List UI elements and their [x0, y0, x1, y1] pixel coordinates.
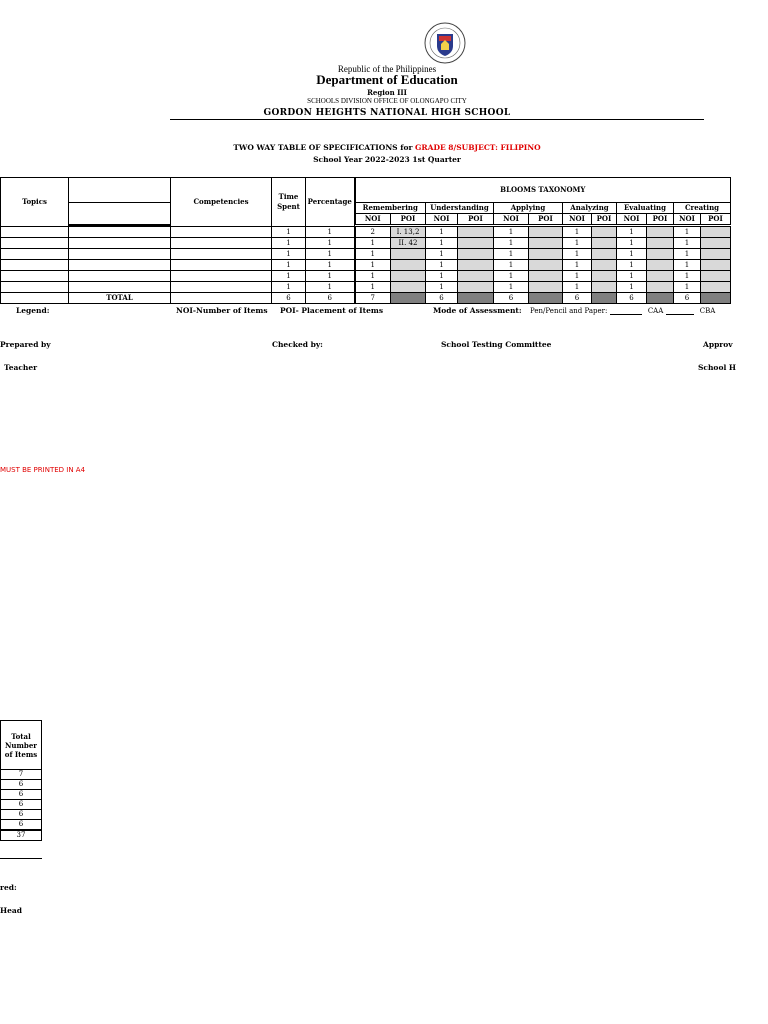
poi-cell — [529, 259, 563, 270]
poi-cell — [701, 226, 731, 237]
table-row — [1, 248, 731, 259]
time-spent-cell: 1 — [272, 248, 306, 259]
table-row — [1, 790, 42, 800]
time-spent-cell: 1 — [272, 259, 306, 270]
total-noi-remembering: 7 — [355, 292, 391, 303]
school-testing-committee-label: School Testing Committee — [441, 340, 552, 349]
poi-cell — [647, 259, 674, 270]
topic-cell — [1, 270, 69, 281]
percentage-cell: 1 — [306, 270, 355, 281]
total-items-underline — [0, 858, 42, 859]
noi-cell: 1 — [563, 237, 592, 248]
pen-paper-blank — [610, 306, 642, 315]
topic-cell — [1, 248, 69, 259]
table-row — [1, 800, 42, 810]
total-noi-evaluating: 6 — [617, 292, 647, 303]
school-name: GORDON HEIGHTS NATIONAL HIGH SCHOOL — [263, 108, 511, 118]
poi-cell — [592, 270, 617, 281]
poi-cell — [529, 270, 563, 281]
division-text: SCHOOLS DIVISION OFFICE OF OLONGAPO CITY — [307, 97, 467, 105]
time-spent-header: Time Spent — [272, 178, 306, 227]
noi-cell: 1 — [617, 248, 647, 259]
poi-cell — [647, 237, 674, 248]
poi-cell: I. 13,2 — [391, 226, 426, 237]
total-row — [1, 292, 731, 303]
poi-cell — [458, 259, 494, 270]
topic-cell — [1, 259, 69, 270]
noi-cell: 1 — [426, 281, 458, 292]
table-row — [1, 830, 42, 841]
poi-cell — [647, 281, 674, 292]
noi-cell: 1 — [494, 226, 529, 237]
noi-header: NOI — [355, 214, 391, 225]
noi-cell: 1 — [355, 281, 391, 292]
poi-header: POI — [701, 214, 731, 225]
total-items-cell: 6 — [1, 810, 42, 820]
noi-cell: 1 — [617, 270, 647, 281]
noi-cell: 1 — [494, 281, 529, 292]
total-items-cell: 37 — [1, 830, 42, 841]
poi-cell — [701, 248, 731, 259]
total-items-cell: 7 — [1, 770, 42, 780]
noi-cell: 1 — [563, 248, 592, 259]
competency-cell — [171, 226, 272, 237]
noi-cell: 1 — [617, 281, 647, 292]
total-items-header: Total Number of Items — [1, 721, 42, 770]
time-spent-cell: 1 — [272, 270, 306, 281]
teacher-label: Teacher — [4, 363, 38, 372]
time-spent-cell: 1 — [272, 237, 306, 248]
specification-table — [0, 177, 731, 304]
poi-header: POI — [647, 214, 674, 225]
poi-cell — [701, 237, 731, 248]
total-items-body — [1, 770, 42, 841]
table-row — [1, 820, 42, 831]
noi-cell: 1 — [617, 226, 647, 237]
topic-detail-cell — [69, 281, 171, 292]
total-noi-applying: 6 — [494, 292, 529, 303]
poi-cell — [529, 281, 563, 292]
noi-cell: 1 — [494, 259, 529, 270]
percentage-cell: 1 — [306, 281, 355, 292]
poi-cell — [458, 281, 494, 292]
total-poi-cell — [458, 292, 494, 303]
poi-cell — [458, 270, 494, 281]
percentage-cell: 1 — [306, 248, 355, 259]
table-row — [1, 810, 42, 820]
total-items-cell: 6 — [1, 780, 42, 790]
approved-by-label: Approv — [703, 340, 733, 349]
tos-title-subject: GRADE 8/SUBJECT: FILIPINO — [415, 143, 541, 152]
legend-label: Legend: — [16, 306, 50, 315]
noi-cell: 1 — [674, 281, 701, 292]
noi-header: NOI — [617, 214, 647, 225]
poi-cell — [647, 248, 674, 259]
topic-cell — [1, 226, 69, 237]
poi-cell — [391, 248, 426, 259]
total-items-cell: 6 — [1, 820, 42, 831]
poi-cell — [391, 259, 426, 270]
school-head-label: School H — [698, 363, 736, 372]
poi-cell — [391, 270, 426, 281]
table-row — [1, 237, 731, 248]
school-year: School Year 2022-2023 1st Quarter — [313, 155, 461, 164]
percentage-cell: 1 — [306, 226, 355, 237]
noi-cell: 1 — [426, 248, 458, 259]
competency-cell — [171, 270, 272, 281]
noi-header: NOI — [563, 214, 592, 225]
poi-cell — [458, 226, 494, 237]
noi-cell: 1 — [674, 270, 701, 281]
noi-cell: 1 — [563, 270, 592, 281]
competencies-header: Competencies — [171, 178, 272, 227]
poi-cell — [529, 248, 563, 259]
cba-text: CBA — [699, 307, 716, 315]
poi-cell — [701, 259, 731, 270]
noi-cell: 1 — [674, 237, 701, 248]
poi-cell — [701, 270, 731, 281]
topic-cell — [1, 237, 69, 248]
time-spent-cell: 1 — [272, 226, 306, 237]
noi-cell: 1 — [617, 237, 647, 248]
poi-cell — [647, 226, 674, 237]
poi-cell — [592, 226, 617, 237]
noi-cell: 1 — [355, 259, 391, 270]
approved-tail: red: — [0, 883, 17, 892]
table-row — [1, 226, 731, 237]
mode-of-assessment-label: Mode of Assessment: — [433, 306, 522, 315]
poi-cell — [391, 281, 426, 292]
table-body — [1, 226, 731, 292]
time-spent-cell: 1 — [272, 281, 306, 292]
noi-cell: 1 — [494, 248, 529, 259]
head-tail: Head — [0, 906, 22, 915]
department-text: Department of Education — [316, 72, 458, 87]
noi-cell: 1 — [426, 226, 458, 237]
republic-text: Republic of the Philippines — [337, 64, 437, 74]
tos-title — [170, 143, 604, 152]
poi-cell — [592, 281, 617, 292]
header-divider — [170, 119, 704, 120]
noi-cell: 1 — [563, 259, 592, 270]
noi-cell: 1 — [426, 259, 458, 270]
poi-cell — [592, 248, 617, 259]
poi-header: POI — [529, 214, 563, 225]
competency-cell — [171, 281, 272, 292]
noi-header: NOI — [674, 214, 701, 225]
poi-cell — [458, 237, 494, 248]
caa-blank — [666, 306, 694, 315]
topics-header: Topics — [1, 178, 69, 227]
total-items-cell: 6 — [1, 790, 42, 800]
level-remembering: Remembering — [355, 203, 426, 214]
noi-cell: 1 — [426, 270, 458, 281]
poi-cell — [458, 248, 494, 259]
table-row — [1, 770, 42, 780]
poi-cell — [592, 237, 617, 248]
level-understanding: Understanding — [426, 203, 494, 214]
print-note: MUST BE PRINTED IN A4 — [0, 466, 86, 474]
percentage-cell: 1 — [306, 259, 355, 270]
poi-cell — [592, 259, 617, 270]
noi-header: NOI — [494, 214, 529, 225]
level-creating: Creating — [674, 203, 731, 214]
table-row — [1, 270, 731, 281]
noi-cell: 1 — [674, 248, 701, 259]
noi-cell: 1 — [355, 248, 391, 259]
poi-header: POI — [391, 214, 426, 225]
poi-cell: II. 42 — [391, 237, 426, 248]
level-evaluating: Evaluating — [617, 203, 674, 214]
noi-cell: 1 — [426, 237, 458, 248]
topic-detail-cell — [69, 248, 171, 259]
noi-header: NOI — [426, 214, 458, 225]
total-noi-understanding: 6 — [426, 292, 458, 303]
level-applying: Applying — [494, 203, 563, 214]
noi-cell: 1 — [563, 281, 592, 292]
noi-cell: 1 — [355, 270, 391, 281]
total-poi-cell — [391, 292, 426, 303]
total-poi-cell — [701, 292, 731, 303]
noi-cell: 1 — [617, 259, 647, 270]
total-noi-creating: 6 — [674, 292, 701, 303]
percentage-cell: 1 — [306, 237, 355, 248]
poi-cell — [529, 237, 563, 248]
total-label: TOTAL — [69, 292, 171, 303]
table-row — [1, 259, 731, 270]
noi-cell: 2 — [355, 226, 391, 237]
total-noi-analyzing: 6 — [563, 292, 592, 303]
total-time: 6 — [272, 292, 306, 303]
topic-detail-cell — [69, 237, 171, 248]
total-poi-cell — [592, 292, 617, 303]
total-poi-cell — [647, 292, 674, 303]
prepared-by-label: Prepared by — [0, 340, 51, 349]
total-items-table — [0, 720, 42, 841]
noi-cell: 1 — [674, 226, 701, 237]
pen-paper-text: Pen/Pencil and Paper: — [530, 307, 608, 315]
caa-text: CAA — [647, 307, 664, 315]
table-row — [1, 780, 42, 790]
noi-cell: 1 — [674, 259, 701, 270]
topic-cell — [1, 281, 69, 292]
noi-cell: 1 — [355, 237, 391, 248]
checked-by-label: Checked by: — [272, 340, 323, 349]
level-analyzing: Analyzing — [563, 203, 617, 214]
tos-title-prefix: TWO WAY TABLE OF SPECIFICATIONS for — [233, 143, 416, 152]
poi-cell — [701, 281, 731, 292]
legend-poi: POI- Placement of Items — [280, 306, 384, 315]
competency-cell — [171, 248, 272, 259]
poi-header: POI — [458, 214, 494, 225]
table-row — [1, 281, 731, 292]
topic-detail-cell — [69, 259, 171, 270]
topic-detail-cell — [69, 270, 171, 281]
poi-header: POI — [592, 214, 617, 225]
total-poi-cell — [529, 292, 563, 303]
noi-cell: 1 — [563, 226, 592, 237]
noi-cell: 1 — [494, 270, 529, 281]
pen-paper-label — [530, 306, 715, 315]
noi-cell: 1 — [494, 237, 529, 248]
poi-cell — [529, 226, 563, 237]
total-items-cell: 6 — [1, 800, 42, 810]
total-percentage: 6 — [306, 292, 355, 303]
poi-cell — [647, 270, 674, 281]
region-text: Region III — [367, 88, 407, 97]
percentage-header: Percentage — [306, 178, 355, 227]
deped-seal-logo — [424, 22, 466, 64]
competency-cell — [171, 259, 272, 270]
legend-noi: NOI-Number of Items — [176, 306, 268, 315]
competency-cell — [171, 237, 272, 248]
topic-detail-cell — [69, 226, 171, 237]
blooms-taxonomy-header: BLOOMS TAXONOMY — [355, 178, 731, 203]
